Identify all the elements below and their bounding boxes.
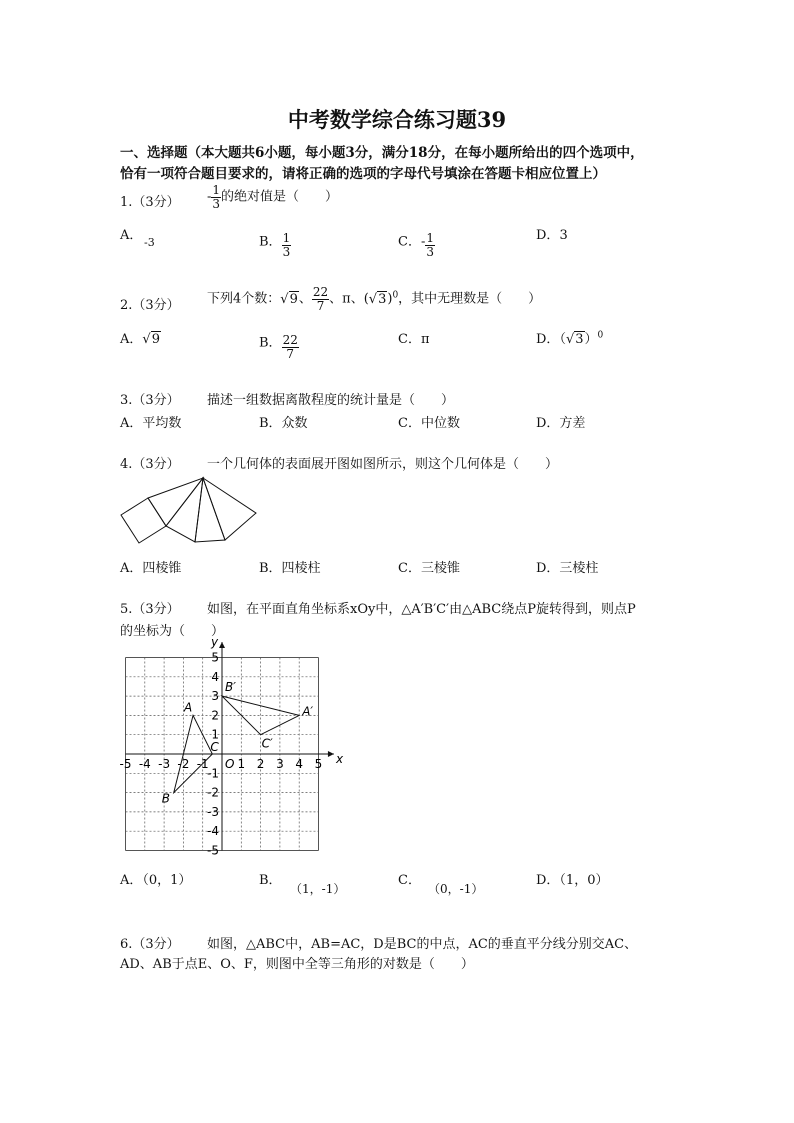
q1-option-c-label: C． (398, 234, 421, 250)
q1-stem (207, 184, 338, 210)
q2-option-c-value: π (420, 332, 430, 347)
page-title: 中考数学综合练习题39 (287, 107, 507, 132)
q3-option-d: D．方差 (536, 416, 586, 431)
point-label-a: A (184, 700, 193, 715)
net-triangle-face-1 (148, 478, 203, 526)
point-label-a-prime: A′ (302, 704, 314, 719)
y-axis-label: y (211, 636, 219, 650)
q5-number: 5.（3分） (120, 602, 180, 617)
q3-option-b: B．众数 (259, 416, 308, 431)
q2-option-d-sqrt: √3 (565, 332, 584, 347)
q1-option-d (536, 224, 568, 243)
coordinate-axes (126, 636, 344, 851)
q1-fraction (211, 184, 221, 210)
net-figure (115, 470, 265, 550)
q2-sep1: 、 (298, 291, 312, 307)
q6-stem-line-2: AD、AB于点E、O、F，则图中全等三角形的对数是（ ） (120, 957, 474, 972)
point-label-c-prime: C′ (261, 736, 273, 751)
net-triangle-face-3 (195, 478, 225, 542)
q1-option-d-label: D． (536, 228, 560, 243)
y-tick-label: 4 (211, 669, 219, 684)
x-tick-label: -3 (158, 757, 171, 771)
y-tick-label: 1 (211, 727, 219, 742)
q1-option-c-den: 3 (426, 244, 434, 259)
q3-option-c: C．中位数 (398, 416, 460, 431)
q1-number: 1.（3分） (120, 195, 180, 210)
q4-option-c: C．三棱锥 (398, 561, 460, 576)
q2-stem (207, 286, 541, 312)
point-labels (162, 680, 314, 806)
q5-stem-line-2: 的坐标为（ ） (120, 624, 225, 639)
x-tick-label: 3 (276, 757, 284, 771)
q1-option-b-fraction (282, 232, 292, 258)
q4-number: 4.（3分） (120, 457, 180, 472)
triangles (174, 696, 299, 793)
q1-stem-text: 的绝对值是（ ） (221, 189, 339, 205)
q1-option-b (259, 226, 291, 258)
q2-option-b-num: 22 (282, 333, 298, 347)
q1-option-a-value: -3 (144, 236, 155, 249)
coordinate-figure (112, 636, 344, 862)
point-label-c: C (210, 740, 219, 754)
q5-option-b-value: （1，-1） (290, 882, 346, 896)
q1-option-b-label: B． (259, 234, 282, 250)
q2-option-a-radicand: 9 (151, 332, 160, 347)
q2-sqrt3: √3 (368, 291, 387, 307)
section-heading-line-2: 恰有一项符合题目要求的，请将正确的选项的字母代号填涂在答题卡相应位置上） (120, 166, 606, 182)
q1-option-a-label: A． (120, 228, 143, 243)
q2-option-c-label: C． (398, 332, 421, 347)
q5-option-c-value: （0，-1） (428, 882, 484, 896)
q6-stem-line-1: 如图，△ABC中，AB=AC，D是BC的中点，AC的垂直平分线分别交AC、 (207, 937, 638, 952)
x-tick-label: -2 (177, 757, 190, 771)
q2-option-b-fraction (282, 334, 299, 360)
y-tick-label: -3 (207, 804, 219, 819)
q1-option-c-neg: - (420, 234, 426, 250)
y-tick-label: 2 (211, 708, 219, 723)
q3-stem: 描述一组数据离散程度的统计量是（ ） (207, 393, 455, 408)
net-triangle-face-2 (166, 478, 203, 542)
x-axis-label: x (335, 752, 344, 766)
x-axis-arrow (328, 751, 334, 757)
net-triangle-face-4 (203, 478, 256, 540)
q4-stem: 一个几何体的表面展开图如图所示，则这个几何体是（ ） (207, 457, 559, 472)
q1-option-c-fraction (425, 232, 435, 258)
q5-option-d: D．（1，0） (536, 873, 609, 888)
point-label-b-prime: B′ (225, 680, 236, 695)
q2-fraction (312, 286, 329, 312)
point-label-b: B (161, 791, 170, 806)
q6-number: 6.（3分） (120, 937, 180, 952)
q2-option-b (259, 326, 299, 360)
y-tick-label: -5 (207, 843, 219, 858)
q1-option-b-num: 1 (282, 231, 291, 245)
q2-close-paren: ) (387, 291, 393, 307)
q2-number: 2.（3分） (120, 298, 180, 313)
q2-sep2: 、π、( (329, 291, 369, 307)
q1-option-c-num: 1 (426, 231, 434, 245)
x-tick-label: 4 (295, 757, 304, 771)
q1-option-b-den: 3 (282, 244, 291, 259)
q1-frac-den: 3 (212, 196, 221, 211)
y-axis-arrow (219, 642, 225, 648)
q2-sqrt9: √9 (280, 291, 298, 307)
q3-number: 3.（3分） (120, 393, 180, 408)
q2-option-d-close: ） (584, 332, 598, 347)
section-heading-line-1: 一、选择题（本大题共6小题，每小题3分，满分18分，在每小题所给出的四个选项中， (120, 145, 644, 161)
q2-option-a (120, 328, 161, 347)
q1-neg-sign: - (207, 189, 212, 205)
q5-option-b-label: B． (259, 873, 282, 888)
origin-label: O (225, 757, 235, 771)
x-tick-label: -4 (138, 757, 151, 771)
q5-option-a: A．（0，1） (120, 873, 192, 888)
x-tick-label: -5 (119, 757, 132, 771)
q4-option-b: B．四棱柱 (259, 561, 321, 576)
y-tick-label: -2 (207, 785, 219, 800)
y-tick-label: 5 (211, 650, 219, 665)
q2-option-a-label: A． (120, 332, 143, 347)
q2-option-b-den: 7 (286, 346, 295, 361)
q2-frac-num: 22 (312, 285, 329, 299)
q2-option-d (536, 328, 603, 347)
q2-option-b-label: B． (259, 335, 282, 351)
q2-sqrt9-radicand: 9 (289, 291, 298, 307)
q1-option-c (398, 226, 435, 258)
x-tick-label: 1 (237, 757, 246, 771)
q2-frac-den: 7 (316, 298, 325, 313)
x-tick-label: 5 (314, 757, 323, 771)
q2-exponent: 0 (392, 290, 399, 301)
q2-stem-post: ，其中无理数是（ ） (398, 291, 542, 307)
q3-option-a: A．平均数 (120, 416, 182, 431)
q2-option-d-radicand: 3 (575, 332, 584, 347)
q2-sqrt3-radicand: 3 (378, 291, 387, 307)
q1-frac-num: 1 (212, 183, 221, 197)
q2-option-d-open: （ (559, 332, 566, 347)
q2-option-a-sqrt: √9 (142, 332, 160, 347)
y-tick-label: -4 (207, 824, 219, 839)
y-tick-label: -1 (207, 766, 219, 781)
x-tick-label: -1 (196, 757, 209, 771)
q5-option-c-label: C． (398, 873, 421, 888)
q4-option-a: A．四棱锥 (120, 561, 182, 576)
q4-option-d: D．三棱柱 (536, 561, 599, 576)
q2-stem-pre: 下列4个数： (207, 291, 281, 307)
q2-option-d-exponent: 0 (597, 330, 604, 341)
net-square-face (121, 498, 166, 543)
q1-option-d-value: 3 (559, 228, 568, 243)
q2-option-c (398, 328, 430, 347)
x-tick-label: 2 (256, 757, 265, 771)
q2-option-d-label: D． (536, 332, 560, 347)
y-tick-label: 3 (211, 689, 219, 704)
q5-stem-line-1: 如图，在平面直角坐标系xOy中，△A′B′C′由△ABC绕点P旋转得到，则点P (207, 602, 636, 617)
